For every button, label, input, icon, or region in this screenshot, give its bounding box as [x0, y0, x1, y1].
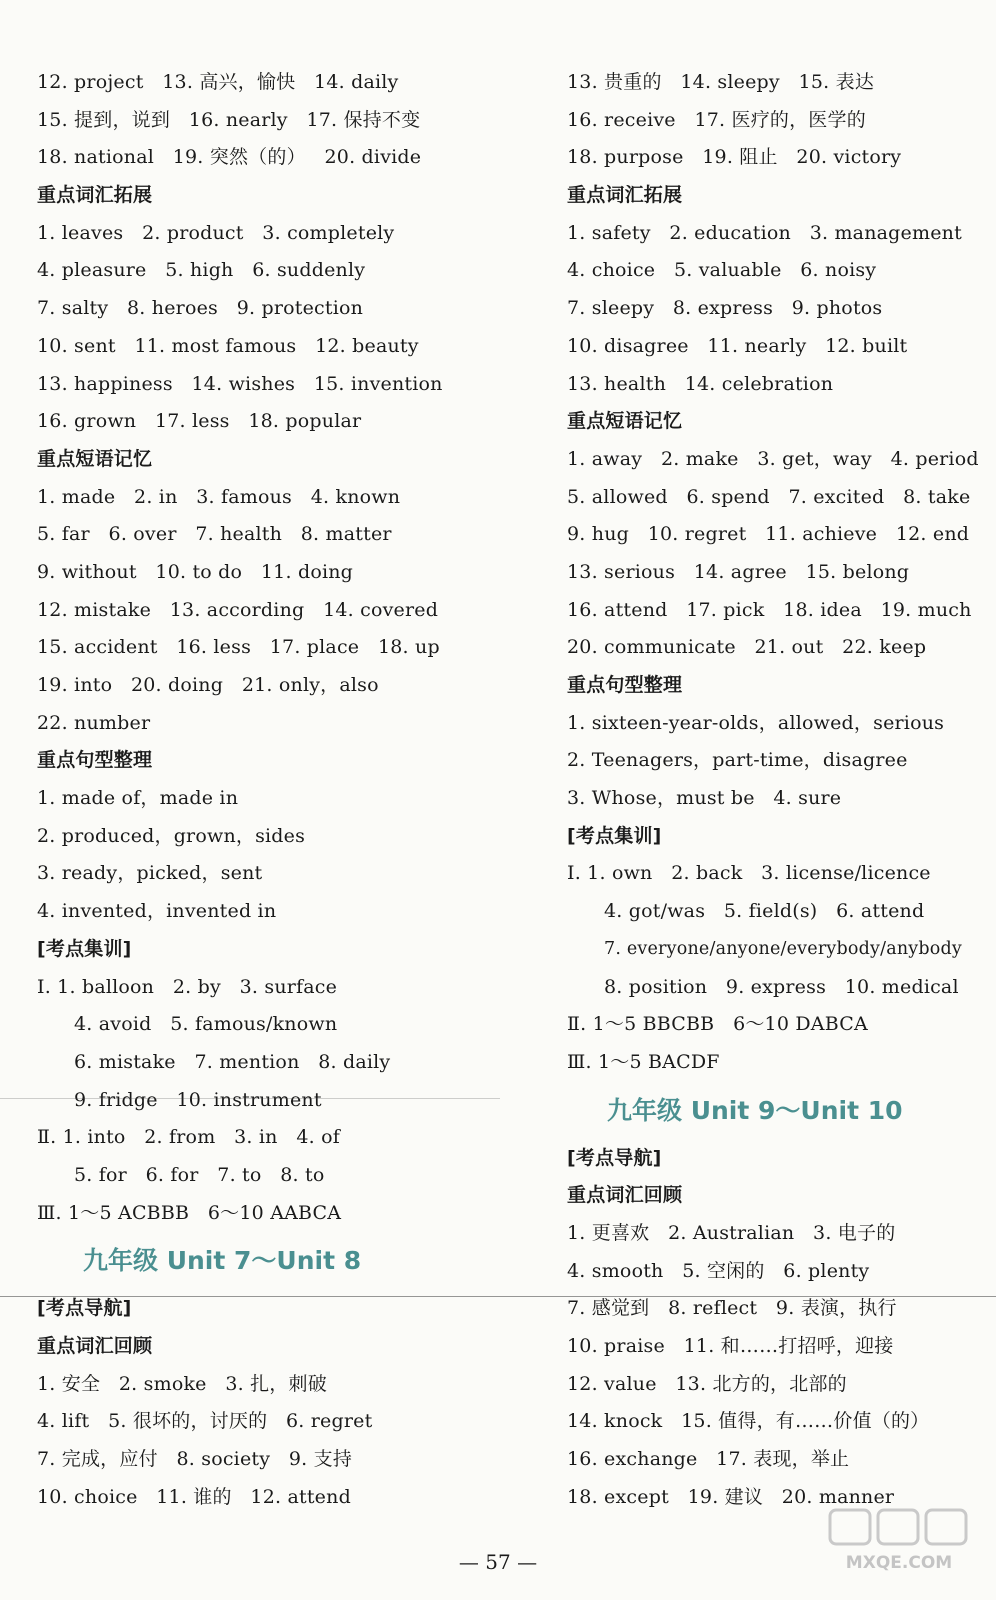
answer-line: 9. fridge 10. instrument [74, 1088, 322, 1111]
answer-line: 3. Whose，must be 4. sure [567, 787, 842, 810]
answer-line: Ⅰ. 1. balloon 2. by 3. surface [37, 975, 338, 998]
answer-line: 6. mistake 7. mention 8. daily [74, 1050, 391, 1073]
answer-line: 7. everyone/anyone/everybody/anybody [604, 938, 963, 959]
answer-line: Ⅲ. 1～5 ACBBB 6～10 AABCA [37, 1201, 342, 1224]
answer-line: 9. hug 10. regret 11. achieve 12. end [567, 523, 970, 546]
answer-line: 1. made 2. in 3. famous 4. known [37, 485, 401, 508]
answer-line: 5. for 6. for 7. to 8. to [74, 1163, 325, 1186]
answer-line: 10. praise 11. 和……打招呼，迎接 [567, 1335, 894, 1357]
answer-line: Ⅱ. 1. into 2. from 3. in 4. of [37, 1126, 340, 1149]
section-heading: 重点句型整理 [37, 749, 153, 772]
answer-line: 16. grown 17. less 18. popular [37, 410, 362, 433]
section-heading: [考点集训] [567, 824, 662, 847]
answer-line: 18. purpose 19. 阻止 20. victory [567, 146, 902, 169]
section-heading: [考点导航] [567, 1146, 662, 1169]
answer-line: 5. far 6. over 7. health 8. matter [37, 523, 392, 546]
answer-line: 1. 更喜欢 2. Australian 3. 电子的 [567, 1221, 896, 1244]
section-heading: 重点句型整理 [567, 674, 683, 696]
answer-line: 1. leaves 2. product 3. completely [37, 221, 395, 244]
answer-line: 3. ready，picked，sent [37, 862, 263, 885]
unit-title: 九年级 Unit 9～Unit 10 [607, 1095, 903, 1125]
section-heading: 重点短语记忆 [37, 447, 153, 470]
section-heading: [考点导航] [37, 1297, 132, 1320]
answer-line: 4. lift 5. 很坏的，讨厌的 6. regret [37, 1410, 373, 1433]
answer-line: 14. knock 15. 值得，有……价值（的） [567, 1410, 930, 1433]
answer-line: 20. communicate 21. out 22. keep [567, 636, 927, 659]
answer-line: 12. project 13. 高兴，愉快 14. daily [37, 71, 399, 93]
section-heading: 重点短语记忆 [567, 410, 683, 433]
answer-line: 1. made of，made in [37, 787, 239, 810]
answer-line: 2. produced，grown，sides [37, 824, 306, 847]
answer-line: 15. 提到，说到 16. nearly 17. 保持不变 [37, 108, 421, 131]
answer-line: Ⅲ. 1～5 BACDF [567, 1050, 720, 1073]
answer-line: 4. pleasure 5. high 6. suddenly [37, 259, 366, 282]
svg-text:MXQE.COM: MXQE.COM [845, 1553, 953, 1573]
right-column [567, 64, 987, 1516]
section-heading: 重点词汇回顾 [567, 1184, 683, 1207]
answer-line: 16. exchange 17. 表现，举止 [567, 1448, 850, 1471]
answer-line: 18. national 19. 突然（的） 20. divide [37, 146, 422, 169]
answer-line: Ⅰ. 1. own 2. back 3. license/licence [567, 862, 931, 885]
answer-line: 4. avoid 5. famous/known [74, 1013, 338, 1036]
answer-line: 12. value 13. 北方的，北部的 [567, 1372, 847, 1395]
section-heading: 重点词汇拓展 [37, 184, 153, 207]
watermark-logo [824, 1504, 974, 1576]
answer-line: Ⅱ. 1～5 BBCBB 6～10 DABCA [567, 1013, 868, 1036]
answer-line: 7. 感觉到 8. reflect 9. 表演，执行 [567, 1297, 897, 1320]
answer-line: 7. salty 8. heroes 9. protection [37, 297, 364, 320]
section-heading: 重点词汇回顾 [37, 1335, 153, 1357]
section-heading: 重点词汇拓展 [567, 184, 683, 207]
answer-line: 13. happiness 14. wishes 15. invention [37, 372, 443, 395]
answer-line: 5. allowed 6. spend 7. excited 8. take [567, 485, 971, 508]
left-column [37, 64, 497, 1516]
answer-line: 13. serious 14. agree 15. belong [567, 560, 910, 583]
answer-line: 13. health 14. celebration [567, 372, 834, 395]
answer-line: 9. without 10. to do 11. doing [37, 560, 354, 583]
answer-line: 16. attend 17. pick 18. idea 19. much [567, 598, 972, 621]
divider-rule [0, 1296, 996, 1297]
answer-line: 4. got/was 5. field(s) 6. attend [604, 900, 925, 923]
unit-title: 九年级 Unit 7～Unit 8 [83, 1246, 362, 1276]
answer-line: 16. receive 17. 医疗的，医学的 [567, 108, 866, 131]
answer-line: 15. accident 16. less 17. place 18. up [37, 636, 440, 659]
answer-line: 1. 安全 2. smoke 3. 扎，刺破 [37, 1372, 327, 1395]
answer-line: 4. smooth 5. 空闲的 6. plenty [567, 1259, 870, 1282]
section-heading: [考点集训] [37, 937, 132, 960]
answer-line: 8. position 9. express 10. medical [604, 975, 959, 998]
answer-line: 13. 贵重的 14. sleepy 15. 表达 [567, 71, 875, 93]
answer-line: 19. into 20. doing 21. only，also [37, 674, 379, 696]
answer-line: 1. safety 2. education 3. management [567, 221, 962, 244]
divider-rule [0, 1098, 500, 1099]
answer-line: 4. invented，invented in [37, 900, 277, 923]
answer-line: 10. sent 11. most famous 12. beauty [37, 334, 419, 357]
answer-line: 12. mistake 13. according 14. covered [37, 598, 439, 621]
answer-line: 7. sleepy 8. express 9. photos [567, 297, 883, 320]
answer-line: 10. disagree 11. nearly 12. built [567, 334, 908, 357]
answer-line: 10. choice 11. 谁的 12. attend [37, 1485, 351, 1508]
answer-line: 2. Teenagers，part-time，disagree [567, 749, 908, 772]
answer-line: 1. away 2. make 3. get，way 4. period [567, 447, 979, 470]
page-number: — 57 — [458, 1550, 538, 1574]
answer-line: 18. except 19. 建议 20. manner [567, 1485, 895, 1508]
answer-line: 22. number [37, 711, 151, 734]
answer-line: 4. choice 5. valuable 6. noisy [567, 259, 877, 282]
answer-line: 1. sixteen-year-olds，allowed，serious [567, 711, 945, 734]
answer-line: 7. 完成，应付 8. society 9. 支持 [37, 1448, 353, 1471]
